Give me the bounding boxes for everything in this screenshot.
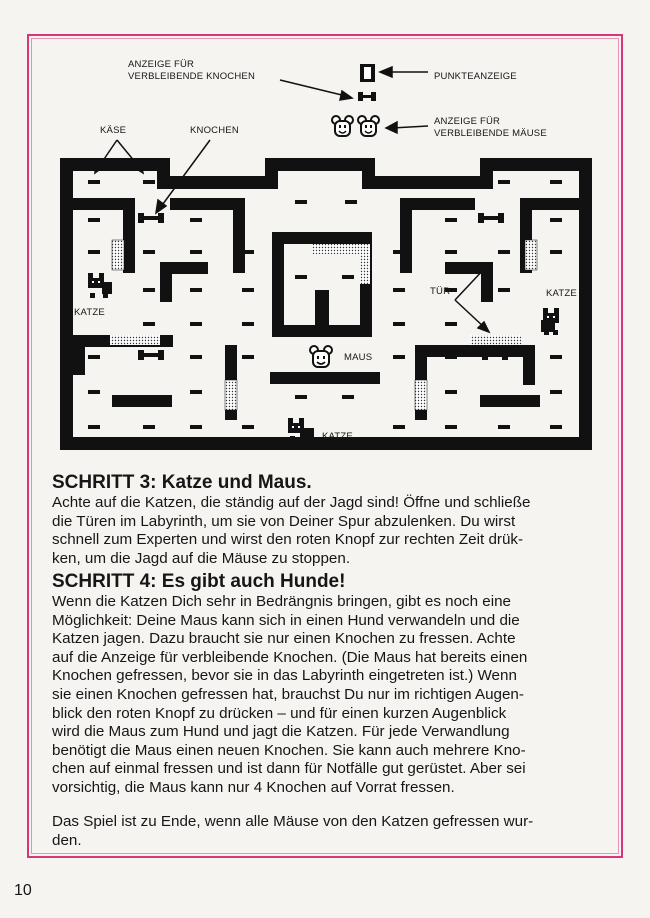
label-score: PUNKTEANZEIGE xyxy=(434,71,517,82)
step4-section xyxy=(52,571,598,798)
remaining-bones-display xyxy=(358,92,376,101)
step3-body: Achte auf die Katzen, die ständig auf der Jagd sind! Öffne und schließe die Türen im Labyrinth, um sie von Deiner Spur abzulenken. Du wirst schnell zum Experten und wirst den roten Knopf zur rechten Zeit drük- ken, um die Jagd auf die Mäuse zu stoppen. xyxy=(52,494,531,567)
label-remaining-bones-line2: VERBLEIBENDE KNOCHEN xyxy=(128,71,256,82)
mouse-icon xyxy=(310,346,332,367)
label-remaining-mice-line2: VERBLEIBENDE MÄUSE xyxy=(434,128,547,139)
label-mouse: MAUS xyxy=(344,352,373,363)
label-cat-bottom: KATZE xyxy=(322,431,353,442)
label-remaining-bones-line1: ANZEIGE FÜR xyxy=(128,59,195,70)
label-cat-right: KATZE xyxy=(546,288,577,299)
maze-walls xyxy=(60,158,592,450)
svg-text:0: 0 xyxy=(367,77,368,78)
step4-body: Wenn die Katzen Dich sehr in Bedrängnis bringen, gibt es noch eine Möglichkeit: Deine Maus kann sich in einen Hund verwandeln und die Katzen jagen. Dazu braucht sie nur einen Knochen zu fressen. Achte auf die Anzeige für verbleibende Knochen. (Die Maus hat bereits einen Knochen gefressen, bevor sie in das Labyrinth eingetreten ist.) Wenn sie einen Knochen gefressen hat, brauchst Du nur im richtigen Augen- blick den roten Knopf zu drücken – und für einen kurzen Augenblick wird die Maus zum Hund und jagt die Katzen. Für jede Verwandlung benötigt die Maus einen neuen Knochen. Sie kann auch mehrere Kno- chen auf einmal fressen und ist dann für Notfälle gut gerüstet. Aber sei vorsichtig, die Maus kann nur 4 Knochen auf Vorrat fressen. xyxy=(52,593,528,796)
remaining-mice-display xyxy=(332,116,379,136)
label-bone: KNOCHEN xyxy=(190,125,239,136)
score-display xyxy=(360,64,375,82)
label-cat-left: KATZE xyxy=(74,307,105,318)
ending-text: Das Spiel ist zu Ende, wenn alle Mäuse von den Katzen gefressen wur- den. xyxy=(52,813,534,849)
step3-heading: SCHRITT 3: Katze und Maus. xyxy=(52,472,312,493)
page-number: 10 xyxy=(14,882,32,899)
step3-section xyxy=(52,472,598,568)
step4-heading: SCHRITT 4: Es gibt auch Hunde! xyxy=(52,571,346,592)
label-door: TÜR xyxy=(430,286,451,297)
label-cheese: KÄSE xyxy=(100,125,127,136)
cat-icon xyxy=(88,273,112,298)
cat-icon xyxy=(541,308,559,335)
label-remaining-mice-line1: ANZEIGE FÜR xyxy=(434,116,501,127)
ending-section xyxy=(52,813,598,850)
